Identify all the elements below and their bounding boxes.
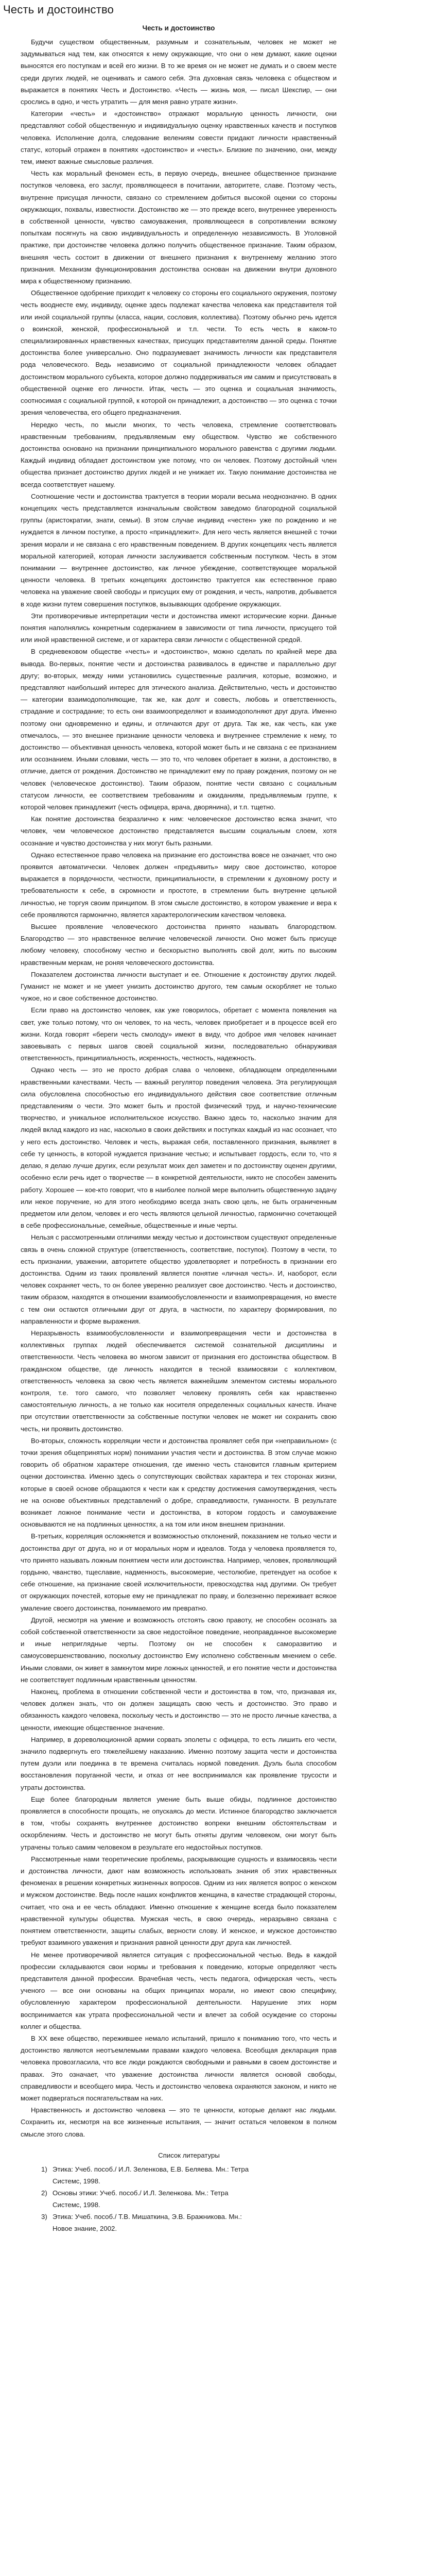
- reference-text-continued: Системс, 1998.: [53, 2177, 100, 2185]
- paragraph: Если право на достоинство человек, как уже говорилось, обретает с момента появления на свет, уже только потому, что он человек, то на честь, человек приобретает и в процессе всей его жизни. Когда говорят «береги честь смолоду» имеют в виду, что доброе имя человек начинает завоевывать с первых шагов своей социальной жизни, последовательно обнаруживая ответственность, принципиальность, искренность, честность, надежность.: [21, 1006, 337, 1062]
- paragraph: Высшее проявление человеческого достоинства принято называть благородством. Благородство — это нравственное величие человеческой личности. Оно может быть присуще любому человеку, способному честно и бескорыстно выполнять свой долг, жить по высоким нравственным меркам, не роняя человеческого достоинства.: [21, 923, 337, 967]
- paragraph: Эти противоречивые интерпретации чести и достоинства имеют исторические корни. Данные понятия наполнялись конкретным содержанием в зависимости от типа личности, присущего той или иной нравственной системе, и от характера связи личности с общественной средой.: [21, 612, 337, 644]
- reference-text: Основы этики: Учеб. пособ./ И.Л. Зеленкова. Мн.: Тетра: [53, 2189, 229, 2197]
- paragraph: Однако честь — это не просто добрая слава о человеке, обладающем определенными нравственными качествами. Честь — важный регулятор поведения человека. Эта регулирующая сила обусловлена способностью его индивидуального действия свое соответствие отличным представлениям о чести. Это может быть и простой физический труд, и научно-технические творчество, и уникальное исполнительское искусство. Важно здесь то, насколько значим для людей вклад каждого из нас, насколько в своих действиях и поступках каждый из нас осознает, что у него есть достоинство. Человек и честь, выражая себя, поставленного признания, выявляет в себе ту ценность, в которой нуждается признание честью; и испытывает гордость, если то, что я делаю, я делаю лучше других, если результат моих дел заметен и по достоинству оценен другими, особенно если речь идет о творчестве — в конкретной деятельности, никто не способен заменить работу. Хорошее — кое-кто говорит, что в наиболее полной мере выполнить общественную задачу или некое поручение, но для этого необходимо всегда знать свою цель, не быть ограниченным предметом или делом, человек и его честь являются цельной личностью, гармонично сочетающей в себе профессиональные, семейные, общественные и иные черты.: [21, 1066, 337, 1230]
- paragraph: Нельзя с рассмотренными отличиями между честью и достоинством существуют определенные связь в очень сложной структуре (ответственность, соответствие, поступок). Поэтому в чести, то есть признании, уважении, авторитете общество удовлетворяет и потребность в признании его достоинства. Одним из таких проявлений является понятие «личная честь». И, наоборот, если человек сохраняет честь, то он более уверенно реализует свое достоинство. Честь и достоинство, таким образом, находятся в отношении взаимообусловленности и взаимопревращения, но вместе с тем они остаются отличными друг от друга, в частности, по характеру формирования, по направленности и форме выражения.: [21, 1233, 337, 1325]
- reference-text: Этика: Учеб. пособ./ И.Л. Зеленкова, Е.В. Беляева. Мн.: Тетра: [53, 2165, 249, 2173]
- reference-number: 2): [41, 2189, 47, 2197]
- reference-item: [41, 2187, 337, 2211]
- reference-text: Этика: Учеб. пособ./ Т.В. Мишаткина, Э.В. Бражникова. Мн.:: [53, 2212, 242, 2221]
- reference-text-continued: Новое знание, 2002.: [53, 2224, 117, 2232]
- paragraph: Нравственность и достоинство человека — это те ценности, которые делают нас людьми. Сохранить их, несмотря на все жизненные испытания, — значит остаться человеком в полном смысле этого слова.: [21, 2106, 337, 2138]
- paragraph: Например, в дореволюционной армии сорвать эполеты с офицера, то есть лишить его чести, значило подвергнуть его тяжелейшему наказанию. Именно поэтому защита чести и достоинства путем дуэли или поединка в те времена считалась нормой поведения. Дуэль была способом восстановления поруганной чести, и отказ от нее воспринимался как проявление трусости и утраты достоинства.: [21, 1735, 337, 1791]
- references-title: Список литературы: [158, 2151, 220, 2159]
- paragraph: Наконец, проблема в отношении собственной чести и достоинства в том, что, признавая их, человек должен знать, что он должен защищать свою честь и достоинство. Это право и обязанность каждого человека, поскольку честь и достоинство — это не просто личные качества, а ценности, имеющие общественное значение.: [21, 1688, 337, 1732]
- paragraph: Общественное одобрение приходит к человеку со стороны его социального окружения, поэтому честь вооднесте ему, индивиду, оценке здесь подлежат качества человека как представителя той или иной социальной группы (класса, нации, сословия, коллектива). Поэтому обычно речь идется о воинской, женской, профессиональной и т.п. чести. То есть честь в каком-то специализированных нравственных качествах, присущих представителям данной среды. Понятие достоинства более универсально. Оно подразумевает значимость личности как представителя рода человеческого. Ведь независимо от социальной принадлежности человек обладает достоинством морального субъекта, которое должно поддерживаться им самим и присутствовать в общественной оценке его личности. Итак, честь — это оценка и социальная значимость, соотносимая с социальной группой, к которой он принадлежит, а достоинство — это оценка с точки зрения человечества, его общего предназначения.: [21, 289, 337, 417]
- page-title: Честь и достоинство: [3, 3, 114, 16]
- reference-number: 1): [41, 2165, 47, 2173]
- reference-text-continued: Системс, 1998.: [53, 2200, 100, 2209]
- reference-item: [41, 2211, 337, 2234]
- paragraph: Неразрывность взаимообусловленности и взаимопревращения чести и достоинства в коллективных группах людей обеспечивается системой сознательной дисциплины и ответственности. Честь человека во многом зависит от признания его достоинства обществом. В гражданском обществе, где личность находится в тесной взаимосвязи с коллективом, ответственность человека за свою честь является важнейшим элементом системы морального контроля, т.е. того самого, что позволяет человеку проявлять себя как нравственно самостоятельную личность, а не только как носителя определенных социальных качеств. Иначе при отсутствии ответственности за собственные поступки человек не может ни сохранить свою честь, ни проявить достоинство.: [21, 1329, 337, 1433]
- references-list: [21, 2163, 337, 2234]
- references-section: [21, 2149, 337, 2234]
- paragraph: Рассмотренные нами теоретические проблемы, раскрывающие сущность и взаимосвязь чести и достоинства личности, дают нам возможность использовать знания об этих нравственных феноменах в решении конкретных жизненных вопросов. Одним из них является вопрос о женском и мужском достоинстве. Ведь после наших конфликтов женщина, в качестве страдающей стороны, считает, что она и ее честь обладают. Именно отношение к женщине всегда было показателем нравственной культуры общества. Мужская честь, в свою очередь, неразрывно связана с понятием ответственности, защиты слабых, верности слову. И женское, и мужское достоинство требуют взаимного уважения и признания равной ценности друг друга как личностей.: [21, 1855, 337, 1947]
- paragraph: Как понятие достоинства безразлично к ним: человеческое достоинство всяка значит, что человек, чем человеческое достоинство представляется высшим социальным слоем, хотя осознание и чувство достоинства у них могут быть разными.: [21, 815, 337, 847]
- paragraph: Показателем достоинства личности выступает и ее. Отношение к достоинству других людей. Гуманист не может и не умеет унизить достоинство другого, тем самым оскорбляет не только чужое, но и свое собственное достоинство.: [21, 970, 337, 1003]
- reference-number: 3): [41, 2212, 47, 2221]
- reference-item: [41, 2163, 337, 2187]
- document-body: [21, 18, 337, 2234]
- paragraph: В XX веке общество, пережившее немало испытаний, пришло к пониманию того, что честь и достоинство являются неотъемлемыми правами каждого человека. Всеобщая декларация прав человека провозгласила, что все люди рождаются свободными и равными в своем достоинстве и правах. Это означает, что уважение достоинства личности является основой свободы, справедливости и всеобщего мира. Честь и достоинство человека охраняются законом, и никто не может подвергаться посягательствам на них.: [21, 2034, 337, 2102]
- document-heading: Честь и достоинство: [142, 24, 215, 32]
- paragraph: Соотношение чести и достоинства трактуется в теории морали весьма неоднозначно. В одних концепциях честь представляется изначальным свойством заведомо благородной социальной группы (аристократии, знати, семьи). В этом случае индивид «честен» уже по рождению и не нуждается в личном поступке, а просто «принадлежит». Для него честь является внешней с точки зрения морали и не связана с его нравственным поведением. В других концепциях честь является моральной категорией, которая личности заслуживается собственным поступком. Честь в этом понимании — внутреннее достоинство, как личное убеждение, соответствующее моральной ценности человека. В третьих концепциях достоинство трактуется как естественное право человека на уважение своей свободы и присущих ему от рождения, и честь, напротив, добывается в ходе жизни путем совершения поступков, вызывающих одобрение окружающих.: [21, 492, 337, 608]
- document-paragraphs: [21, 36, 337, 2140]
- paragraph: Другой, несмотря на умение и возможность отстоять свою правоту, не способен осознать за собой собственной ответственности за свое недостойное поведение, неоправданное высокомерие и иные неприглядные черты. Поэтому он не способен к саморазвитию и самоусовершенствованию, поскольку достоинство Ему исполнено собственным мнением о себе. Иными словами, он живет в замкнутом мире ложных ценностей, и его понятие чести и достоинства не соответствует подлинным нравственным ценностям.: [21, 1616, 337, 1684]
- paragraph: Не менее противоречивой является ситуация с профессиональной честью. Ведь в каждой профессии складываются свои нормы и требования к поведению, которые определяют честь представителя данной профессии. Врачебная честь, честь педагога, офицерская честь, честь ученого — все они основаны на общих принципах морали, но имеют свою специфику, обусловленную характером профессиональной деятельности. Нарушение этих норм воспринимается как утрата профессиональной чести и влечет за собой осуждение со стороны коллег и общества.: [21, 1951, 337, 2030]
- paragraph: В-третьих, корреляция осложняется и возможностью отклонений, показанием не только чести и достоинства друг от друга, но и от моральных норм и идеалов. Тогда у человека проявляется то, что принято называть ложным понятием чести или достоинства. Например, человек, проявляющий гордыню, чванство, тщеславие, надменность, высокомерие, честолюбие, претендует на особое к себе отношение, на признание своей исключительности, превосходства над другими. Он требует от окружающих почестей, которые ему не принадлежат по праву, и болезненно переживает всякое умаление своего достоинства, понимаемого им превратно.: [21, 1532, 337, 1612]
- paragraph: В средневековом обществе «честь» и «достоинство», можно сделать по крайней мере два вывода. Во-первых, понятие чести и достоинства развивалось в единстве и параллельно друг другу; во-вторых, между ними установились существенные различия, которые, возможно, и представляют наибольший интерес для этического анализа. Действительно, честь и достоинство — категории взаимодополняющие, так же, как долг и совесть, любовь и ответственность, страдание и сострадание; то есть они взаимоопределяют и взаимодополняют друг друга. Именно поэтому они одновременно и едины, и отличаются друг от друга. Так же, как честь, как уже отмечалось, — это внешнее признание ценности человека и внутреннее стремление к нему, то достоинство — объективная ценность человека, которой может быть и не связана с ее признанием или осознанием. Иными словами, честь — это то, что человек обретает в жизни, а достоинство, в отличие, дается от рождения. Достоинство не принадлежит ему по праву рождения, поэтому он не человек (человеческое достоинство). Таким образом, понятие чести связано с социальным статусом личности, ее соответствием требованиям и ожиданиям, предъявляемым группе, к которой человек принадлежит (честь офицера, врача, дворянина), и т.п. тщетно.: [21, 648, 337, 811]
- paragraph: Еще более благородным является умение быть выше обиды, подлинное достоинство проявляется в способности прощать, не опускаясь до мести. Истинное благородство заключается в том, чтобы сохранять внутреннее достоинство вопреки внешним обстоятельствам и оскорблениям. Честь и достоинство не могут быть отняты другим человеком, они могут быть утрачены только самим человеком в результате его недостойных поступков.: [21, 1795, 337, 1851]
- paragraph: Нередко честь, по мысли многих, то честь человека, стремление соответствовать нравственным требованиям, предъявляемым ему обществом. Чувство же собственного достоинства основано на признании принципиального морального равенства с другими людьми. Каждый индивид обладает достоинством уже потому, что он человек. Поэтому достойный член общества признает достоинство других людей и не унижает их. Такую понимание достоинства не всегда соответствует нашему.: [21, 420, 337, 488]
- paragraph: Категории «честь» и «достоинство» отражают моральную ценность личности, они представляют собой общественную и индивидуальную оценку нравственных качеств и поступков человека. Исполнение долга, следование велениям совести придают личности нравственный статус, который отражен в понятиях «достоинство» и «честь». Близкие по значению, они, между тем, имеют важные смысловые различия.: [21, 110, 337, 166]
- paragraph: Однако естественное право человека на признание его достоинства вовсе не означает, что оно проявится автоматически. Человек должен «предъявить» миру свое достоинство, которое выражается в порядочности, честности, принципиальности, в стремлении к духовному росту и требовательности к себе, в скромности и простоте, в стремлении быть внутренне цельной личностью, не торгуя своим принципом. В этом смысле достоинство, в котором уважение и вера к себе проявляются гармонично, является характерологическим качеством человека.: [21, 851, 337, 919]
- paragraph: Во-вторых, сложность корреляции чести и достоинства проявляет себя при «неправильном» (с точки зрения общепринятых норм) понимании участия чести и достоинства. В этом случае можно говорить об обратном характере отношения, где именно честь становится главным критерием оценки достоинства. Именно здесь о сопутствующих свойствах характера и тех сторонах жизни, которые в своей основе обращаются к чести как к средству достижения самоутверждения, честь не на основе объективных представлений о добре, справедливости, гуманности. В результате возникает ложное понимание чести и достоинства, в котором гордость и самоуважение основываются не на подлинных ценностях, а на том или ином внешнем признании.: [21, 1436, 337, 1529]
- paragraph: Честь как моральный феномен есть, в первую очередь, внешнее общественное признание поступков человека, его заслуг, проявляющееся в почитании, авторитете, славе. Поэтому честь, внутренне присущая личности, связано со стремлением добиться высокой оценки со стороны окружающих, похвалы, известности. Достоинство же — это прежде всего, внутреннее уверенность в собственной ценности, чувство самоуважения, проявляющееся в сопротивлении всякому попыткам посягнуть на свою индивидуальность и определенную независимость. В Уголовной практике, при достоинстве человека должно получить общественное признание. Таким образом, внешняя честь состоит в движении от внешнего признания к внутреннему желанию этого признания. Механизм функционирования достоинства основан на движении внутри духовного мира к общественному признанию.: [21, 170, 337, 285]
- paragraph: Будучи существом общественным, разумным и сознательным, человек не может не задумываться над тем, как относятся к нему окружающие, что они о нем думают, какие оценки выносятся его поступкам и всей его жизни. В то же время он не может не думать и о своем месте среди других людей, не оценивать и самого себя. Эта духовная связь человека с обществом и выражается в понятиях Честь и Достоинство. «Честь — жизнь моя, — писал Шекспир, — они срослись в одно, и честь утратить — для меня равно утрате жизни».: [21, 38, 337, 106]
